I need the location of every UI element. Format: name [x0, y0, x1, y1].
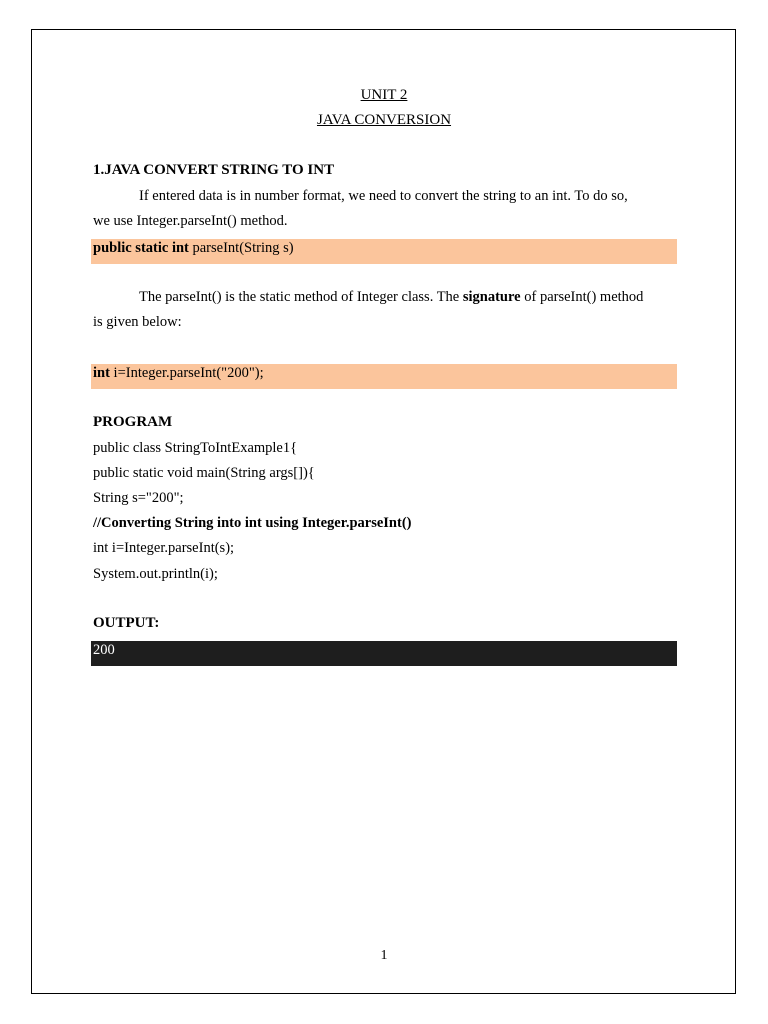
- example-code-highlight: [91, 364, 677, 389]
- unit-title: UNIT 2: [360, 87, 408, 103]
- paragraph-2-bold-word: signature: [462, 289, 521, 305]
- program-heading: PROGRAM: [93, 414, 173, 430]
- program-line-6: System.out.println(i);: [93, 566, 218, 582]
- page-number: 1: [380, 948, 388, 963]
- paragraph-1-line-2: we use Integer.parseInt() method.: [93, 213, 288, 229]
- example-expression: i=Integer.parseInt("200");: [109, 365, 264, 381]
- signature-keywords: public static int: [93, 240, 189, 256]
- program-line-3: String s="200";: [93, 490, 184, 506]
- method-signature-highlight: [91, 239, 677, 264]
- output-console: [91, 641, 677, 666]
- paragraph-1-line-1: If entered data is in number format, we need to convert the string to an int. To do so,: [139, 188, 628, 204]
- program-comment-line: //Converting String into int using Integer.parseInt(): [93, 515, 412, 531]
- section-heading: 1.JAVA CONVERT STRING TO INT: [93, 162, 335, 178]
- paragraph-2-text-b: of parseInt() method: [520, 289, 644, 305]
- paragraph-2-text-a: The parseInt() is the static method of Integer class. The: [139, 289, 463, 305]
- program-line-1: public class StringToIntExample1{: [93, 440, 298, 456]
- signature-method: parseInt(String s): [188, 240, 294, 256]
- paragraph-2-line-1: [139, 289, 643, 306]
- paragraph-2-line-2: is given below:: [93, 314, 182, 330]
- output-value: 200: [93, 642, 115, 658]
- program-line-5: int i=Integer.parseInt(s);: [93, 540, 235, 556]
- example-keyword: int: [93, 365, 110, 381]
- program-line-2: public static void main(String args[]){: [93, 465, 315, 481]
- output-heading: OUTPUT:: [93, 615, 160, 631]
- subject-title: JAVA CONVERSION: [316, 112, 452, 128]
